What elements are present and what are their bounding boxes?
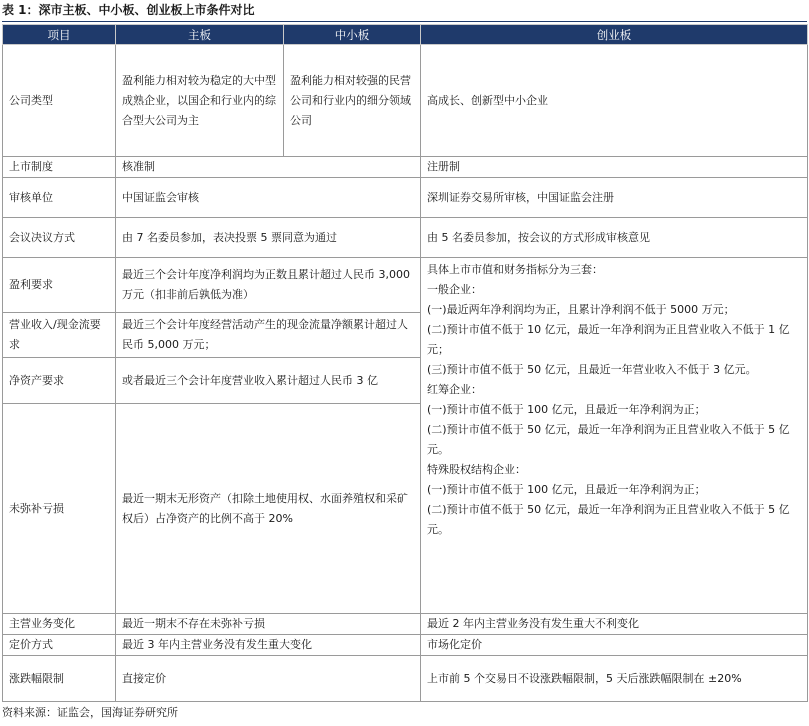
source-note: 资料来源：证监会，国海证券研究所: [2, 706, 178, 719]
cell-main-sme: 由 7 名委员参加，表决投票 5 票同意为通过: [116, 218, 421, 258]
cell-gem: 高成长、创新型中小企业: [421, 45, 808, 157]
gem-finance-line: 红筹企业：: [427, 383, 482, 396]
table-title: 表 1：深市主板、中小板、创业板上市条件对比: [2, 0, 807, 22]
cell-gem: 上市前 5 个交易日不设涨跌幅限制，5 天后涨跌幅限制在 ±20%: [421, 656, 808, 702]
gem-finance-line: (一)最近两年净利润均为正，且累计净利润不低于 5000 万元；: [427, 303, 735, 316]
header-item: 项目: [3, 25, 116, 45]
table-row: [3, 218, 808, 258]
cell-main-sme: 直接定价: [116, 656, 421, 702]
row-label: 公司类型: [3, 45, 116, 157]
cell-sme: 盈利能力相对较强的民营公司和行业内的细分领域公司: [284, 45, 421, 157]
header-sme-board: 中小板: [284, 25, 421, 45]
cell-main-sme: 最近三个会计年度净利润均为正数且累计超过人民币 3,000 万元（扣非前后孰低为准）: [116, 258, 421, 313]
row-label: 会议决议方式: [3, 218, 116, 258]
row-label: 上市制度: [3, 157, 116, 178]
gem-finance-line: (三)预计市值不低于 50 亿元，且最近一年营业收入不低于 3 亿元。: [427, 363, 757, 376]
header-row: [3, 25, 808, 45]
table-row: [3, 614, 808, 635]
row-label: 审核单位: [3, 178, 116, 218]
cell-main-sme: 核准制: [116, 157, 421, 178]
table-row: [3, 45, 808, 157]
row-label: 净资产要求: [3, 358, 116, 404]
cell-main-sme: 最近一期末不存在未弥补亏损: [116, 614, 421, 635]
cell-gem: 深圳证券交易所审核，中国证监会注册: [421, 178, 808, 218]
row-label: 未弥补亏损: [3, 404, 116, 614]
row-label: 盈利要求: [3, 258, 116, 313]
cell-main-sme: 或者最近三个会计年度营业收入累计超过人民币 3 亿: [116, 358, 421, 404]
table-row: [3, 258, 808, 313]
cell-main-sme: 最近三个会计年度经营活动产生的现金流量净额累计超过人民币 5,000 万元；: [116, 313, 421, 358]
cell-gem: 由 5 名委员参加，按会议的方式形成审核意见: [421, 218, 808, 258]
row-label: 涨跌幅限制: [3, 656, 116, 702]
gem-finance-line: (一)预计市值不低于 100 亿元，且最近一年净利润为正；: [427, 483, 706, 496]
row-label: 定价方式: [3, 635, 116, 656]
table-row: [3, 157, 808, 178]
table-row: [3, 178, 808, 218]
cell-main-sme: 最近一期末无形资产（扣除土地使用权、水面养殖权和采矿权后）占净资产的比例不高于 20%: [116, 404, 421, 614]
gem-finance-line: 特殊股权结构企业：: [427, 463, 526, 476]
table-row: [3, 635, 808, 656]
header-gem-board: 创业板: [421, 25, 808, 45]
gem-finance-line: (二)预计市值不低于 50 亿元，最近一年净利润为正且营业收入不低于 5 亿元。: [427, 423, 790, 456]
gem-finance-line: 具体上市市值和财务指标分为三套：: [427, 263, 603, 276]
cell-gem-finance: [421, 258, 808, 614]
header-main-board: 主板: [116, 25, 284, 45]
cell-gem: 注册制: [421, 157, 808, 178]
cell-gem: 市场化定价: [421, 635, 808, 656]
gem-finance-line: (一)预计市值不低于 100 亿元，且最近一年净利润为正；: [427, 403, 706, 416]
comparison-table: [2, 24, 808, 702]
gem-finance-line: (二)预计市值不低于 10 亿元，最近一年净利润为正且营业收入不低于 1 亿元；: [427, 323, 790, 356]
cell-main-sme: 中国证监会审核: [116, 178, 421, 218]
gem-finance-line: 一般企业：: [427, 283, 482, 296]
gem-finance-line: (二)预计市值不低于 50 亿元，最近一年净利润为正且营业收入不低于 5 亿元。: [427, 503, 790, 536]
row-label: 主营业务变化: [3, 614, 116, 635]
cell-main-sme: 最近 3 年内主营业务没有发生重大变化: [116, 635, 421, 656]
row-label: 营业收入/现金流要求: [3, 313, 116, 358]
cell-main: 盈利能力相对较为稳定的大中型成熟企业，以国企和行业内的综合型大公司为主: [116, 45, 284, 157]
table-row: [3, 656, 808, 702]
cell-gem: 最近 2 年内主营业务没有发生重大不利变化: [421, 614, 808, 635]
